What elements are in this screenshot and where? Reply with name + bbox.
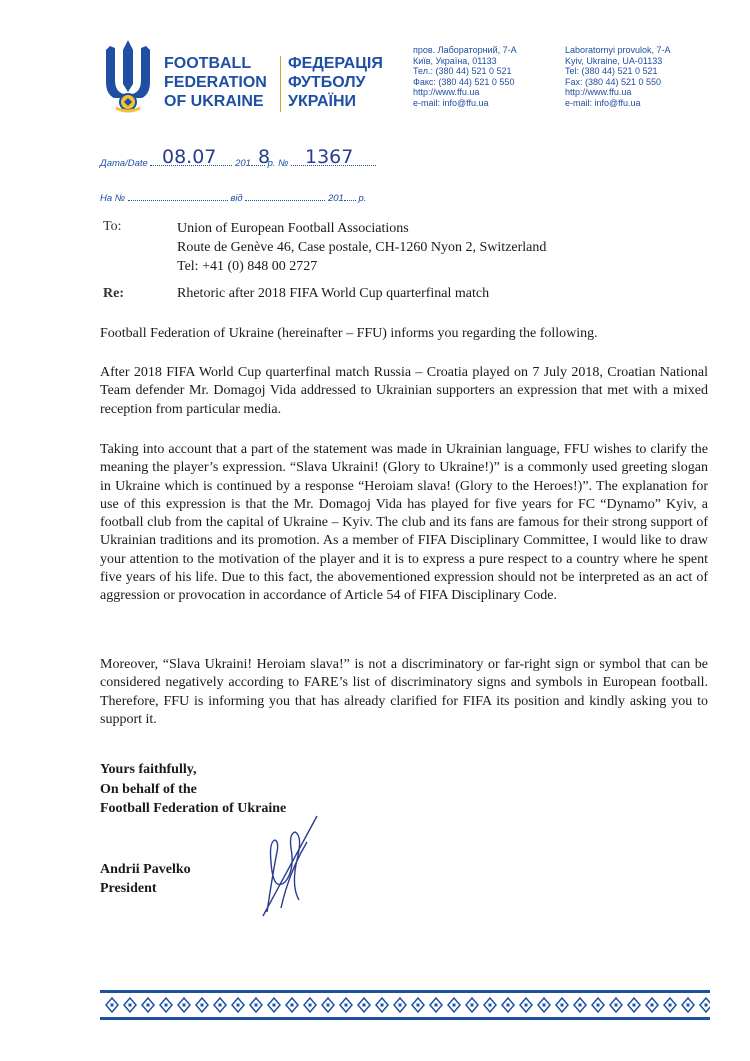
re-label: Re: <box>103 286 124 301</box>
number-label: № <box>278 158 289 169</box>
handwritten-signature <box>255 812 325 922</box>
addressee-line: Route de Genève 46, Case postale, CH-1260 Nyon 2, Switzerland <box>177 240 547 255</box>
org-name-en-line: FEDERATION <box>164 74 267 91</box>
org-name-en-line: FOOTBALL <box>164 55 252 72</box>
letterhead-divider <box>280 56 281 112</box>
date-label: Дата/Date <box>100 158 148 169</box>
ref-number-field <box>128 190 228 201</box>
number-handwritten: 1367 <box>305 146 354 168</box>
org-name-en-line: OF UKRAINE <box>164 93 264 110</box>
closing-line: On behalf of the <box>100 781 197 797</box>
org-name-ua-line: УКРАЇНИ <box>288 93 357 110</box>
contact-email[interactable]: e-mail: info@ffu.ua <box>565 97 641 108</box>
contact-line: Факс: (380 44) 521 0 550 <box>413 76 515 87</box>
year-prefix: 201 <box>235 158 251 169</box>
ref-date-field <box>245 190 325 201</box>
closing-line: Yours faithfully, <box>100 762 197 777</box>
ref-number-label: На № <box>100 193 126 204</box>
contact-line: Kyiv, Ukraine, UA-01133 <box>565 55 663 66</box>
addressee-line: Union of European Football Associations <box>177 221 409 236</box>
contact-link[interactable]: http://www.ffu.ua <box>565 87 632 97</box>
org-name-en <box>164 54 267 111</box>
year-handwritten: 8 <box>258 146 271 168</box>
closing-block <box>100 760 286 819</box>
subject-line: Rhetoric after 2018 FIFA World Cup quarterfinal match <box>177 286 490 301</box>
ref-year-label: 201 <box>327 193 344 204</box>
signer-block <box>100 860 191 898</box>
ref-year-field <box>344 190 356 201</box>
contact-line: пров. Лабораторний, 7-А <box>413 45 517 55</box>
contact-line: Київ, Україна, 01133 <box>413 55 497 66</box>
org-name-ua-line: ФЕДЕРАЦІЯ <box>288 55 383 72</box>
ref-from-label: від <box>230 193 243 204</box>
closing-line: Football Federation of Ukraine <box>100 801 287 816</box>
to-label: To: <box>103 219 122 234</box>
contact-line: Tel: (380 44) 521 0 521 <box>565 66 658 76</box>
addressee <box>177 219 546 276</box>
contact-block-ua <box>413 45 517 108</box>
org-name-ua <box>288 54 383 111</box>
body-paragraph: Taking into account that a part of the statement was made in Ukrainian language, FFU wishes to clarify the meaning the player’s expression. “Slava Ukraini! (Glory to Ukraine!)” is a commonly used greeting slogan in Ukraine which is continued by a response “Heroiam slava! (Glory to the Heroes!)”. The explanation for use of this expression is that the Mr. Domagoj Vida has played for five years for FC “Dynamo” Kyiv, a football club from the capital of Ukraine – Kyiv. The club and its fans are famous for their strong support of Ukrainian traditions and its promotion. As a member of FIFA Disciplinary Committee, I would like to draw your attention to the motivation of the player and it is to express a pure respect to a country where he spent five years of his life. Due to this fact, the abovementioned expression should not be interpreted as an act of aggression or provocation in accordance of Article 54 of FIFA Disciplinary Code. <box>100 442 708 604</box>
signer-name: Andrii Pavelko <box>100 862 191 877</box>
date-handwritten: 08.07 <box>162 146 217 168</box>
contact-link[interactable]: http://www.ffu.ua <box>413 87 480 97</box>
contact-line: Laboratornyi provulok, 7-A <box>565 45 671 55</box>
year-suffix: р. <box>267 158 276 169</box>
contact-line: Fax: (380 44) 521 0 550 <box>565 76 662 87</box>
signer-title: President <box>100 881 157 896</box>
body-paragraph: Moreover, “Slava Ukraini! Heroiam slava!” is not a discriminatory or far-right sign or symbol that can be considered negatively according to FARE’s list of discriminatory signs and symbols in European football. Therefore, FFU is informing you that has already clarified for FIFA its position and kindly asking you to support it. <box>100 657 708 727</box>
contact-email[interactable]: e-mail: info@ffu.ua <box>413 97 489 108</box>
contact-line: Тел.: (380 44) 521 0 521 <box>413 66 512 76</box>
reference-row <box>100 190 366 204</box>
org-name-ua-line: ФУТБОЛУ <box>288 74 366 91</box>
embroidery-border-ornament <box>100 990 710 1020</box>
body-paragraph: After 2018 FIFA World Cup quarterfinal match Russia – Croatia played on 7 July 2018, Croatian National Team defender Mr. Domagoj Vida addressed to Ukrainian supporters an expression that met with a mixed reception from particular media. <box>100 365 708 417</box>
body-paragraph: Football Federation of Ukraine (hereinafter – FFU) informs you regarding the following. <box>100 326 598 341</box>
ref-year-suffix: р. <box>358 193 367 204</box>
addressee-line: Tel: +41 (0) 848 00 2727 <box>177 259 318 274</box>
ffu-trident-logo-icon <box>102 38 154 114</box>
contact-block-en <box>565 45 671 108</box>
